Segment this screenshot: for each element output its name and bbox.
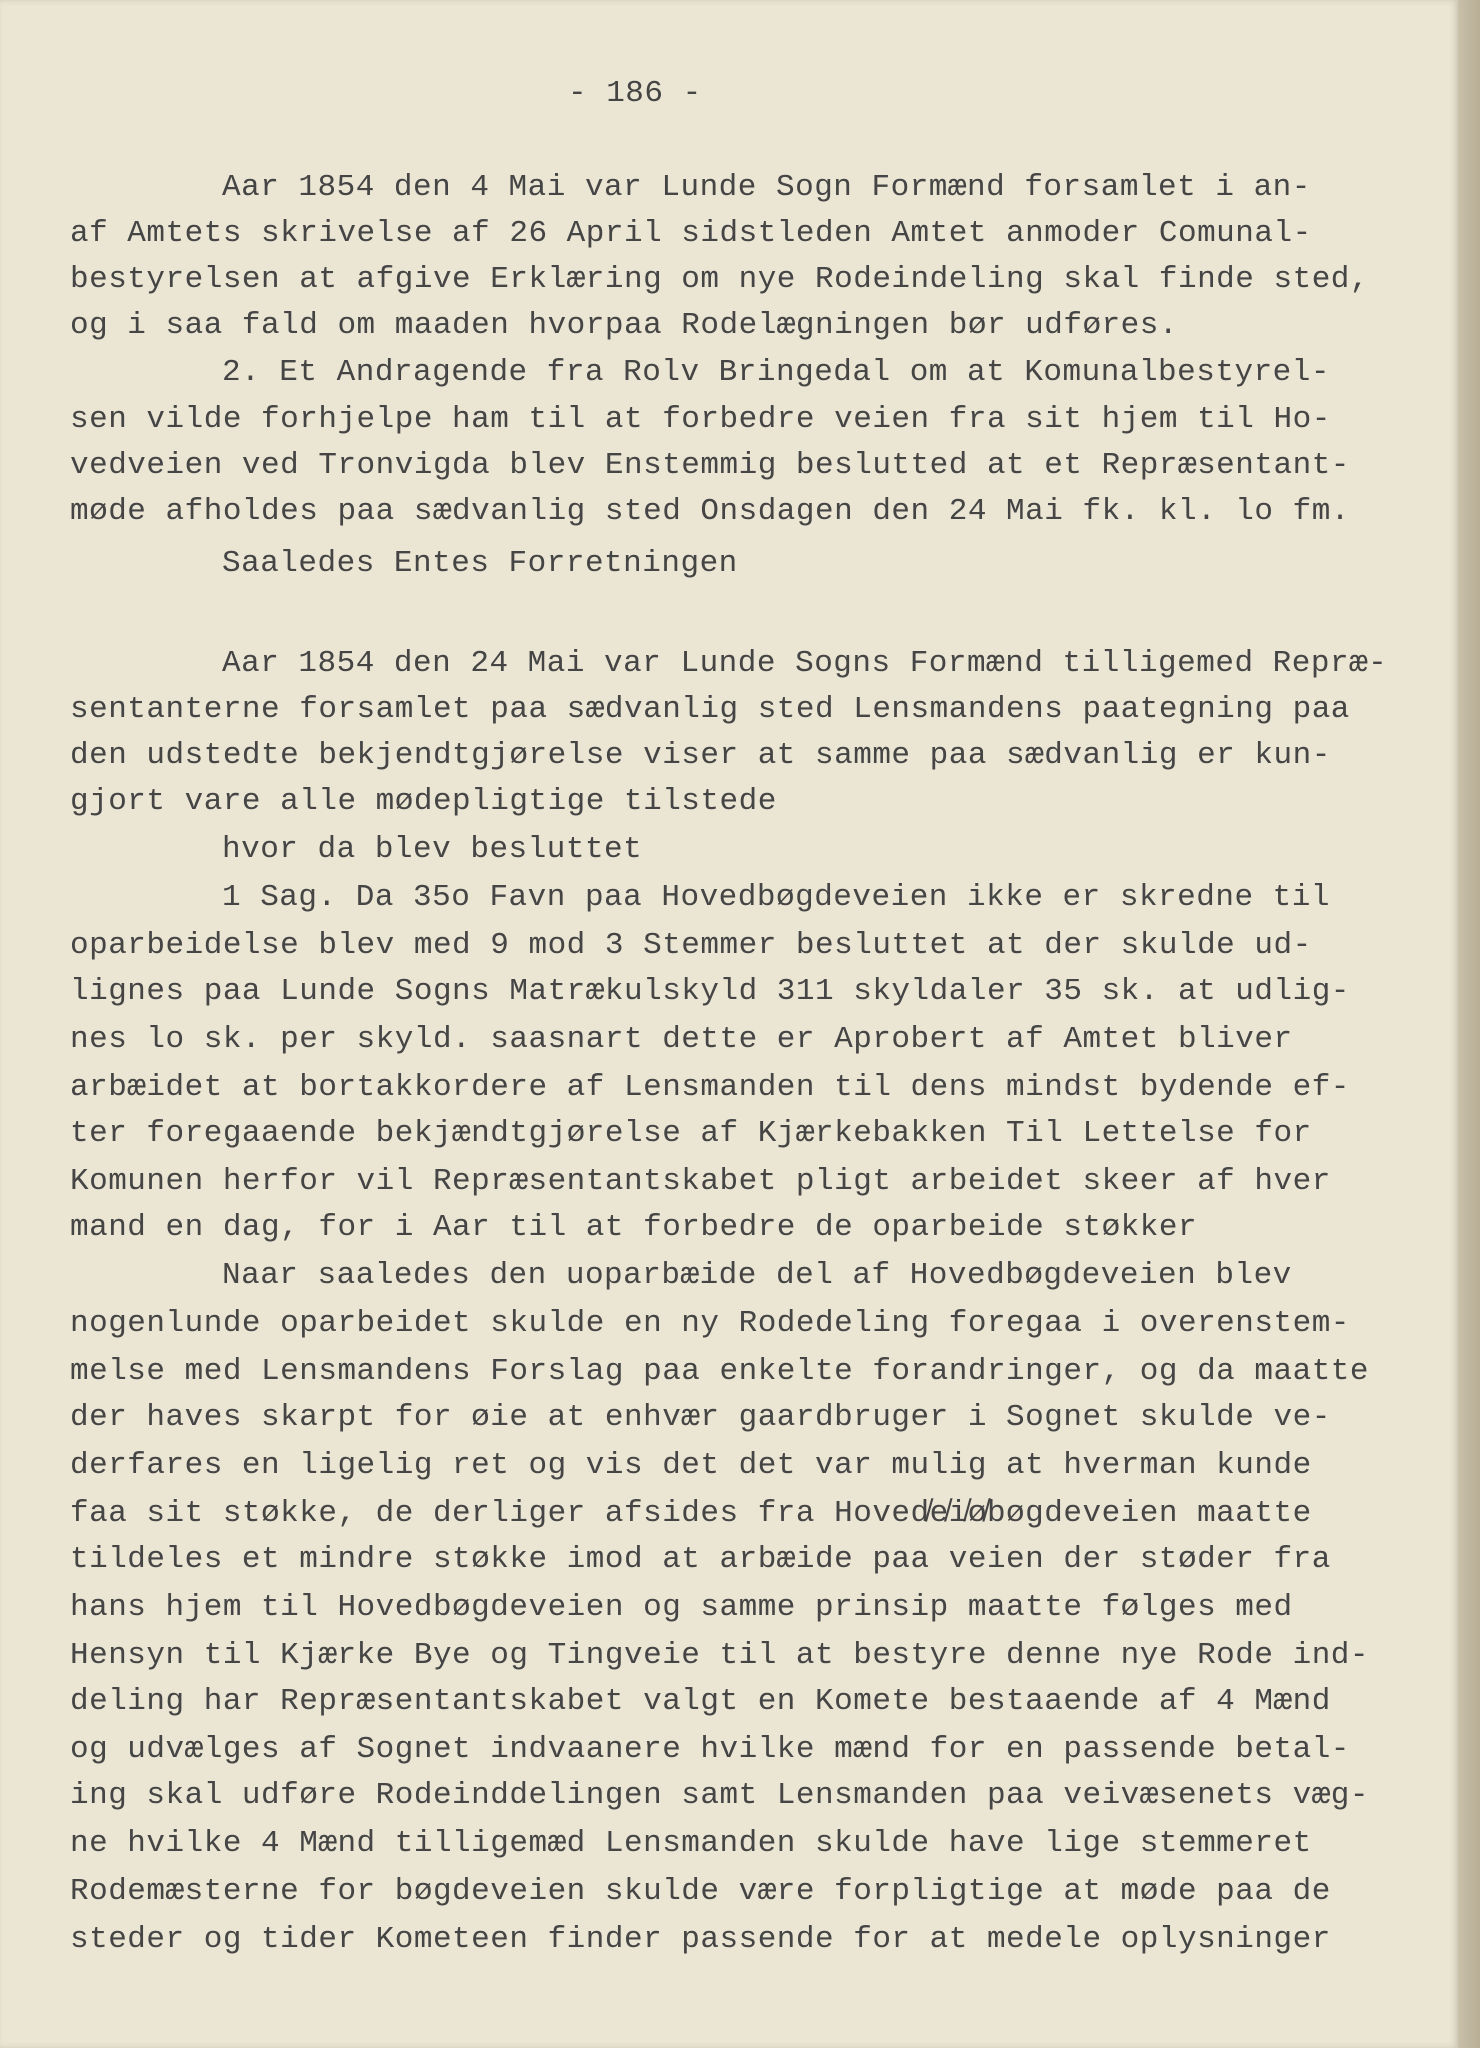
text-line: sentanterne forsamlet paa sædvanlig sted Lensmandens paategning paa [70,692,1350,727]
text-line: nogenlunde oparbeidet skulde en ny Rodedeling foregaa i overenstem- [70,1306,1350,1341]
text-line: lignes paa Lunde Sogns Matrækulskyld 311 skyldaler 35 sk. at udlig- [70,974,1350,1009]
text-line: den udstedte bekjendtgjørelse viser at samme paa sædvanlig er kun- [70,738,1331,773]
text-line: derfares en ligelig ret og vis det det var mulig at hverman kunde [70,1448,1312,1483]
text-line: Rodemæsterne for bøgdeveien skulde være forpligtige at møde paa de [70,1874,1331,1909]
text-line: mand en dag, for i Aar til at forbedre de oparbeide støkker [70,1210,1198,1245]
text-line: 1 Sag. Da 35o Favn paa Hovedbøgdeveien ikke er skredne til [222,880,1330,915]
text-line: ter foregaaende bekjændtgjørelse af Kjærkebakken Til Lettelse for [70,1116,1312,1151]
text-line: arbæidet at bortakkordere af Lensmanden til dens mindst bydende ef- [70,1070,1350,1105]
text-line: og udvælges af Sognet indvaanere hvilke mænd for en passende betal- [70,1732,1350,1767]
text-line: nes lo sk. per skyld. saasnart dette er Aprobert af Amtet bliver [70,1022,1293,1057]
text-line: vedveien ved Tronvigda blev Enstemmig beslutted at et Repræsentant- [70,448,1350,483]
text-line: Naar saaledes den uoparbæide del af Hovedbøgdeveien blev [222,1258,1292,1293]
text-line: tildeles et mindre støkke imod at arbæide paa veien der støder fra [70,1542,1331,1577]
text-line: faa sit støkke, de derliger afsides fra Hoved̸e̸i̸ø̸bøgdeveien maatte [70,1496,1312,1531]
text-line: og i saa fald om maaden hvorpaa Rodelægningen bør udføres. [70,308,1178,343]
text-line: ing skal udføre Rodeinddelingen samt Lensmanden paa veivæsenets væg- [70,1778,1370,1813]
text-line: af Amtets skrivelse af 26 April sidstleden Amtet anmoder Comunal- [70,216,1312,251]
text-line: Komunen herfor vil Repræsentantskabet pligt arbeidet skeer af hver [70,1164,1331,1199]
text-line: bestyrelsen at afgive Erklæring om nye Rodeindeling skal finde sted, [70,262,1370,297]
text-line: steder og tider Kometeen finder passende for at medele oplysninger [70,1922,1331,1957]
text-line: hans hjem til Hovedbøgdeveien og samme prinsip maatte følges med [70,1590,1293,1625]
text-line: sen vilde forhjelpe ham til at forbedre veien fra sit hjem til Ho- [70,402,1331,437]
text-line: hvor da blev besluttet [222,832,643,867]
text-line: oparbeidelse blev med 9 mod 3 Stemmer besluttet at der skulde ud- [70,928,1312,963]
page-number: - 186 - [568,76,702,111]
text-line: ne hvilke 4 Mænd tilligemæd Lensmanden skulde have lige stemmeret [70,1826,1312,1861]
text-line: melse med Lensmandens Forslag paa enkelte forandringer, og da maatte [70,1354,1370,1389]
page-edge [1458,0,1480,2048]
text-line: møde afholdes paa sædvanlig sted Onsdagen den 24 Mai fk. kl. lo fm. [70,494,1350,529]
text-line: Aar 1854 den 4 Mai var Lunde Sogn Formænd forsamlet i an- [222,170,1311,205]
text-line: Aar 1854 den 24 Mai var Lunde Sogns Formænd tilligemed Repræ- [222,646,1388,681]
text-line: 2. Et Andragende fra Rolv Bringedal om at Komunalbestyrel- [222,355,1330,390]
text-line: der haves skarpt for øie at enhvær gaardbruger i Sognet skulde ve- [70,1400,1331,1435]
text-line: Hensyn til Kjærke Bye og Tingveie til at bestyre denne nye Rode ind- [70,1638,1370,1673]
text-line: deling har Repræsentantskabet valgt en Komete bestaaende af 4 Mænd [70,1684,1331,1719]
text-line: Saaledes Entes Forretningen [222,546,738,581]
text-line: gjort vare alle mødepligtige tilstede [70,784,777,819]
